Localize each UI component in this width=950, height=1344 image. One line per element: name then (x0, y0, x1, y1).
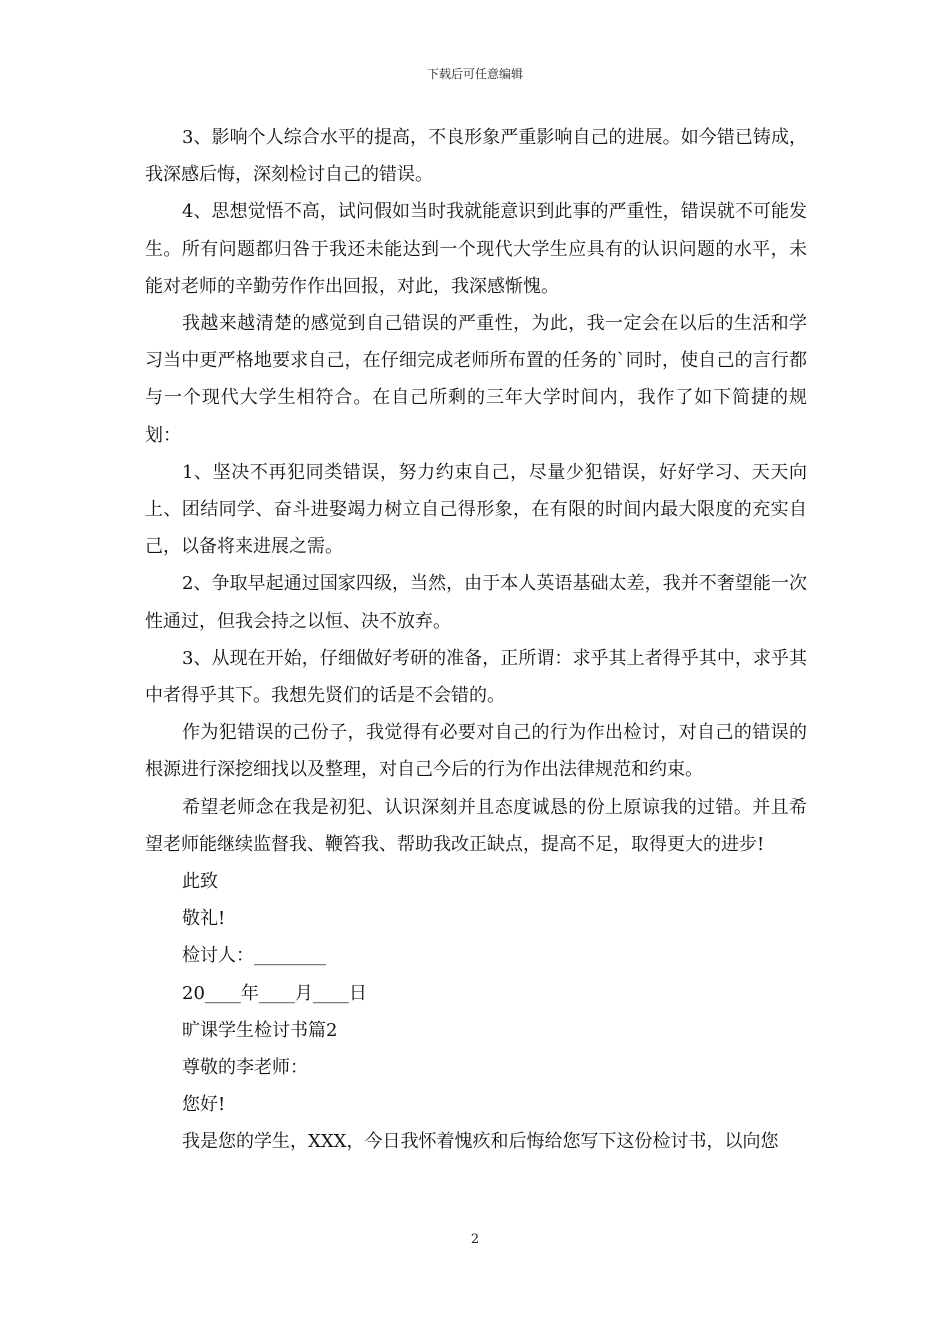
paragraph-request: 希望老师念在我是初犯、认识深刻并且态度诚恳的份上原谅我的过错。并且希望老师能继续监督我、鞭笞我、帮助我改正缺点，提高不足，取得更大的进步! (145, 796, 807, 855)
opening-line: 我是您的学生，XXX，今日我怀着愧疚和后悔给您写下这份检讨书，以向您 (182, 1131, 779, 1153)
closing-line-2: 敬礼! (182, 908, 226, 930)
greeting: 您好! (182, 1094, 226, 1116)
salutation: 尊敬的李老师： (182, 1057, 308, 1079)
plan-item-2: 2、争取早起通过国家四级，当然，由于本人英语基础太差，我并不奢望能一次性通过，但我会持之以恒、决不放弃。 (145, 573, 807, 632)
signer-line: 检讨人：________ (182, 945, 326, 967)
paragraph-3: 3、影响个人综合水平的提高，不良形象严重影响自己的进展。如今错已铸成，我深感后悔，深刻检讨自己的错误。 (145, 127, 807, 186)
paragraph-4: 4、思想觉悟不高，试问假如当时我就能意识到此事的严重性，错误就不可能发生。所有问题都归咎于我还未能达到一个现代大学生应具有的认识问题的水平，未能对老师的辛勤劳作作出回报，对此，我深感惭愧。 (145, 201, 807, 297)
plan-item-3: 3、从现在开始，仔细做好考研的准备，正所谓：求乎其上者得乎其中，求乎其中者得乎其下。我想先贤们的话是不会错的。 (145, 647, 807, 707)
date-line: 20____年____月____日 (182, 982, 367, 1004)
paragraph-self-review: 作为犯错误的己份子，我觉得有必要对自己的行为作出检讨，对自己的错误的根源进行深挖细找以及整理，对自己今后的行为作出法律规范和约束。 (145, 722, 807, 781)
paragraph-reflection: 我越来越清楚的感觉到自己错误的严重性，为此，我一定会在以后的生活和学习当中更严格地要求自己，在仔细完成老师所布置的任务的`同时，使自己的言行都与一个现代大学生相符合。在自己所剩的三年大学时间内，我作了如下简捷的规划： (145, 313, 807, 446)
page-header: 下载后可任意编辑 (426, 67, 523, 81)
plan-item-1: 1、坚决不再犯同类错误，努力约束自己，尽量少犯错误，好好学习、天天向上、团结同学、奋斗进娶竭力树立自己得形象，在有限的时间内最大限度的充实自己，以备将来进展之需。 (145, 461, 807, 558)
section-title: 旷课学生检讨书篇2 (182, 1019, 338, 1041)
closing-line-1: 此致 (182, 871, 218, 893)
page-number: 2 (470, 1232, 480, 1247)
document-body (145, 119, 807, 1161)
